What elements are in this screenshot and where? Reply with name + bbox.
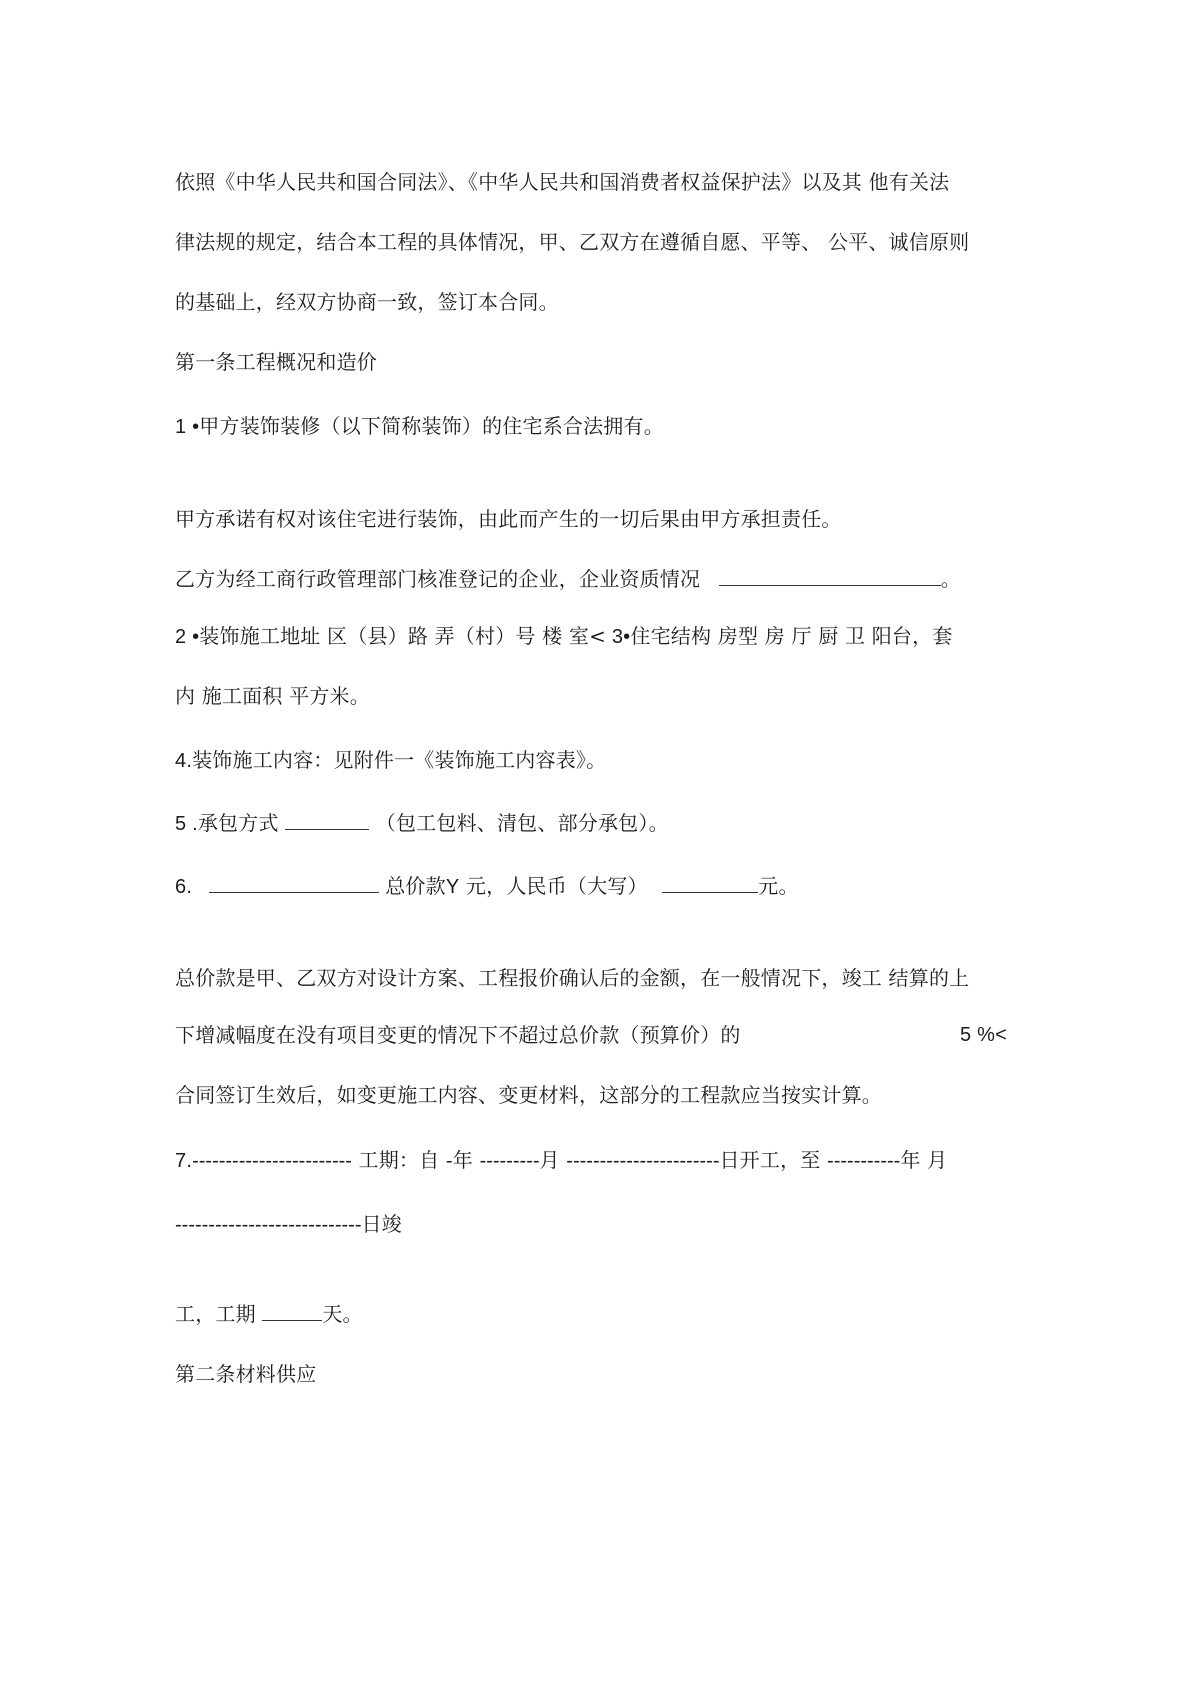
item-4-number: 4. [175, 750, 193, 772]
item-7-number: 7. [175, 1150, 193, 1172]
duration-text-a: 工，工期 [175, 1302, 263, 1326]
item-5-number: 5 . [175, 813, 198, 835]
duration-text-b: 天。 [322, 1302, 363, 1326]
item-4-text: 装饰施工内容：见附件一《装饰施工内容表》。 [192, 748, 607, 772]
item-5 [175, 809, 669, 838]
item-4 [175, 746, 606, 775]
contract-type-blank [285, 811, 369, 830]
item-7-text-e: 日竣 [361, 1212, 402, 1236]
item-7-line-2 [175, 1210, 402, 1239]
dash-2: --------- [479, 1150, 540, 1172]
item-2-text: 装饰施工地址 区（县）路 弄（村）号 楼 室< [199, 624, 607, 648]
yuan-symbol: Y [445, 876, 460, 898]
duration-blank [262, 1302, 322, 1321]
item-7-text-d: 年 月 [900, 1148, 948, 1172]
total-price-words-blank [662, 874, 758, 893]
total-price-note-line-1: 总价款是甲、乙双方对设计方案、工程报价确认后的金额，在一般情况下，竣工 结算的上 [175, 966, 970, 990]
item-3-text: 住宅结构 房型 房 厅 厨 卫 阳台，套 [630, 624, 953, 648]
item-6 [175, 872, 799, 901]
dash-1: ------------------------ [192, 1150, 352, 1172]
item-6-number: 6. [175, 876, 193, 898]
item-7-text-b: 月 [539, 1148, 567, 1172]
item-5-label: 承包方式 [197, 811, 279, 835]
qualification-blank [719, 567, 941, 586]
item-6-text-b: 元，人民币（大写） [459, 874, 648, 898]
article-1-title: 第一条工程概况和造价 [175, 350, 377, 374]
item-2 [175, 622, 953, 651]
intro-line-1: 依照《中华人民共和国合同法》、《中华人民共和国消费者权益保护法》以及其 他有关法 [175, 170, 950, 194]
item-6-text-a: 总价款 [385, 874, 446, 898]
item-1-number: 1 • [175, 416, 200, 438]
item-7 [175, 1146, 947, 1175]
item-7-continuation [175, 1300, 363, 1328]
item-7-text-c: 日开工，至 [719, 1148, 828, 1172]
item-3-continuation: 内 施工面积 平方米。 [175, 684, 370, 708]
intro-line-2: 律法规的规定，结合本工程的具体情况，甲、乙双方在遵循自愿、平等、 公平、诚信原则 [175, 230, 970, 254]
paragraph-owner-commitment: 甲方承诺有权对该住宅进行装饰，由此而产生的一切后果由甲方承担责任。 [175, 507, 842, 531]
dash-5: ---------------------------- [175, 1214, 362, 1236]
item-5-text: （包工包料、清包、部分承包）。 [375, 811, 669, 835]
item-6-text-c: 元。 [758, 874, 799, 898]
article-2-title: 第二条材料供应 [175, 1362, 317, 1386]
dash-4: ----------- [827, 1150, 901, 1172]
qualification-text: 乙方为经工商行政管理部门核准登记的企业，企业资质情况 [175, 567, 701, 591]
total-price-note-line-3: 合同签订生效后，如变更施工内容、变更材料，这部分的工程款应当按实计算。 [175, 1083, 882, 1107]
total-price-blank [209, 874, 379, 893]
item-1-text: 甲方装饰装修（以下简称装饰）的住宅系合法拥有。 [199, 414, 664, 438]
item-2-number: 2 • [175, 626, 200, 648]
intro-line-3: 的基础上，经双方协商一致，签订本合同。 [175, 290, 559, 314]
item-3-number: 3• [606, 626, 631, 648]
percent-limit: 5 %< [960, 1024, 1007, 1046]
paragraph-contractor-qualification [175, 565, 961, 593]
dash-3: ----------------------- [566, 1150, 720, 1172]
item-7-text-a: 工期：自 -年 [351, 1148, 480, 1172]
item-1 [175, 412, 664, 441]
qualification-end: 。 [940, 567, 961, 591]
total-price-note-line-2: 下增减幅度在没有项目变更的情况下不超过总价款（预算价）的 [175, 1023, 741, 1047]
